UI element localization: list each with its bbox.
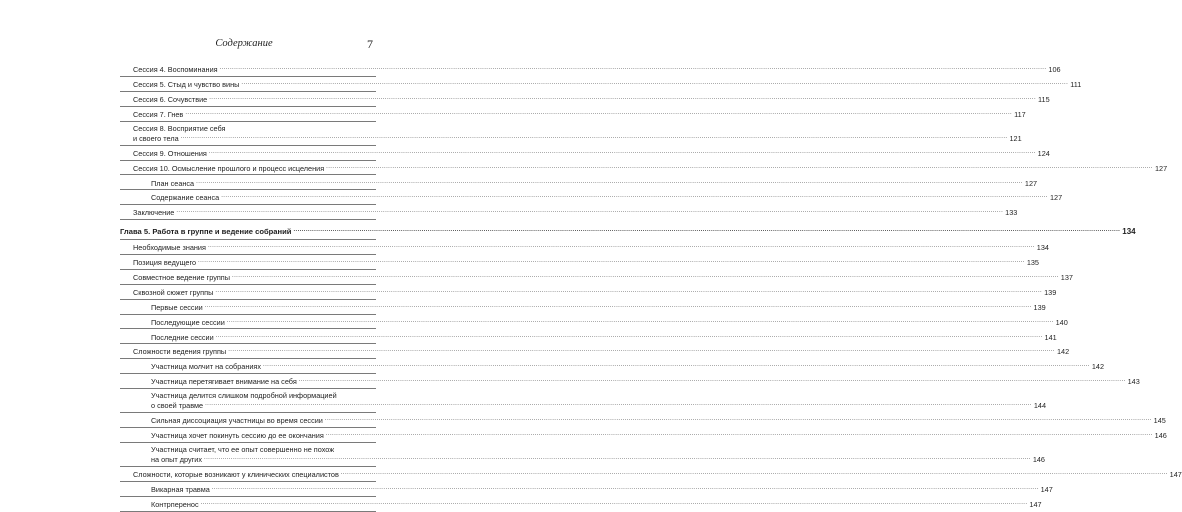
toc-entry-line xyxy=(133,124,376,133)
toc-entry xyxy=(120,300,1046,315)
toc-entry-title: Участница делится слишком подробной информацией xyxy=(151,391,337,401)
toc-leader-dots: ................................................................................................................................................................................................................................................................................................................................................................................................................ xyxy=(185,109,1013,116)
toc-leader-dots: ................................................................................................................................................................................................................................................................................................................................................................................................................ xyxy=(232,272,1059,279)
toc-entry xyxy=(120,428,1167,443)
toc-entry xyxy=(120,122,1022,146)
toc-entry-title: Участница перетягивает внимание на себя xyxy=(151,377,297,387)
toc-entry xyxy=(120,62,1061,77)
toc-entry xyxy=(120,443,1045,467)
toc-entry xyxy=(120,467,1182,482)
toc-entry-title: Викарная травма xyxy=(151,484,210,494)
toc-entry-title: План сеанса xyxy=(151,178,195,188)
toc-entry-line xyxy=(133,207,1018,218)
toc-entry xyxy=(120,190,1063,205)
toc-entry-title: Последующие сессии xyxy=(151,317,225,327)
toc-entry-line xyxy=(120,226,1136,236)
toc-page-number: 117 xyxy=(1014,109,1026,119)
toc-entry-title: Позиция ведущего xyxy=(133,258,197,268)
toc-entry-line xyxy=(151,499,1042,509)
toc-entry-line xyxy=(151,302,1046,312)
toc-entry-title: Сессия 8. Восприятие себя xyxy=(133,123,226,133)
toc-entry-line xyxy=(151,391,376,400)
toc-entry xyxy=(120,161,1168,176)
toc-page-number: 143 xyxy=(1127,377,1140,387)
toc-page-number: 140 xyxy=(1055,317,1068,327)
toc-entry xyxy=(120,344,1070,359)
toc-page-number: 142 xyxy=(1091,362,1105,372)
toc-leader-dots: ................................................................................................................................................................................................................................................................................................................................................................................................................ xyxy=(198,258,1025,265)
toc-entry xyxy=(120,175,1038,190)
toc-entry-line xyxy=(151,361,1105,372)
toc-page-number: 146 xyxy=(1032,455,1045,465)
toc-entry-line xyxy=(151,332,1057,342)
toc-leader-dots: ................................................................................................................................................................................................................................................................................................................................................................................................................ xyxy=(340,470,1168,477)
toc-entry xyxy=(120,482,1053,497)
toc-leader-dots: ................................................................................................................................................................................................................................................................................................................................................................................................................ xyxy=(325,431,1153,438)
toc-leader-dots: ................................................................................................................................................................................................................................................................................................................................................................................................................ xyxy=(228,347,1055,354)
toc-entry-title: Сессия 6. Сочувствие xyxy=(133,94,208,104)
toc-entry-line xyxy=(151,484,1053,494)
toc-entry xyxy=(120,329,1057,344)
toc-entry-title: Глава 5. Работа в группе и ведение собраний xyxy=(120,226,292,236)
toc-entry xyxy=(120,77,1082,92)
toc-entry-line xyxy=(133,64,1061,75)
toc-page-number: 139 xyxy=(1033,302,1046,312)
toc-leader-dots: ................................................................................................................................................................................................................................................................................................................................................................................................................ xyxy=(204,455,1031,462)
toc-entry xyxy=(120,255,1039,270)
toc-leader-dots: ................................................................................................................................................................................................................................................................................................................................................................................................................ xyxy=(226,317,1054,324)
toc-page-number: 145 xyxy=(1153,416,1166,426)
toc-entry xyxy=(120,92,1050,107)
toc-page-number: 121 xyxy=(1009,133,1022,143)
toc-page-number: 134 xyxy=(1036,243,1049,253)
toc-page-number: 106 xyxy=(1048,65,1061,75)
toc-entry-line xyxy=(133,148,1050,158)
toc-page-number: 139 xyxy=(1044,287,1057,297)
toc-entry-title: о своей травме xyxy=(151,401,204,411)
toc-leader-dots: ................................................................................................................................................................................................................................................................................................................................................................................................................ xyxy=(204,302,1032,309)
toc-entry-line xyxy=(133,242,1049,253)
toc-leader-dots: ................................................................................................................................................................................................................................................................................................................................................................................................................ xyxy=(263,362,1090,369)
toc-entry-line xyxy=(133,287,1057,297)
toc-entry xyxy=(120,497,1042,512)
toc-entry-title: Сессия 7. Гнев xyxy=(133,109,184,119)
page-number: 7 xyxy=(367,37,373,51)
toc-entry-title: Участница считает, что ее опыт совершенно не похож xyxy=(151,444,335,454)
toc-page-number: 133 xyxy=(1005,208,1018,218)
toc-entry-line xyxy=(133,109,1026,119)
toc-page-number: 127 xyxy=(1154,163,1168,173)
toc-entry-line xyxy=(151,415,1166,426)
toc-entry-line xyxy=(133,469,1182,480)
toc-page-number: 111 xyxy=(1070,79,1082,89)
toc-entry-line xyxy=(151,317,1068,327)
toc-page-number: 144 xyxy=(1033,401,1047,411)
toc-entry-line xyxy=(151,400,1047,411)
toc-entry xyxy=(120,413,1166,428)
toc-entry-title: Сквозной сюжет группы xyxy=(133,287,214,297)
toc-leader-dots: ................................................................................................................................................................................................................................................................................................................................................................................................................ xyxy=(180,133,1008,140)
toc-entry-title: Сильная диссоциация участницы во время сессии xyxy=(151,416,323,426)
toc-entry-line xyxy=(151,178,1038,188)
toc-entry-title: на опыт других xyxy=(151,455,203,465)
toc-entry-title: Контрперенос xyxy=(151,499,199,509)
toc-entry-line xyxy=(133,346,1070,357)
toc-leader-dots: ................................................................................................................................................................................................................................................................................................................................................................................................................ xyxy=(176,208,1004,215)
toc-page-number: 142 xyxy=(1056,347,1070,357)
toc-page-number: 137 xyxy=(1060,272,1073,282)
toc-leader-dots: ................................................................................................................................................................................................................................................................................................................................................................................................................ xyxy=(298,377,1126,384)
toc-entry xyxy=(120,270,1073,285)
toc-entry xyxy=(120,146,1050,161)
toc-leader-dots: ................................................................................................................................................................................................................................................................................................................................................................................................................ xyxy=(196,178,1023,185)
toc-page-number: 127 xyxy=(1024,178,1038,188)
toc-page-number: 141 xyxy=(1044,332,1057,342)
toc-leader-dots: ................................................................................................................................................................................................................................................................................................................................................................................................................ xyxy=(215,287,1043,294)
toc-entry-title: Сессия 10. Осмысление прошлого и процесс исцеления xyxy=(133,163,325,173)
toc-page-number: 147 xyxy=(1169,470,1182,480)
toc-leader-dots: ................................................................................................................................................................................................................................................................................................................................................................................................................ xyxy=(324,416,1152,423)
toc-leader-dots: ................................................................................................................................................................................................................................................................................................................................................................................................................ xyxy=(241,79,1069,86)
toc-entry xyxy=(120,205,1018,220)
toc-leader-dots: ................................................................................................................................................................................................................................................................................................................................................................................................................ xyxy=(326,163,1153,170)
toc-entry-title: Необходимые знания xyxy=(133,243,206,253)
toc-entry-title: Участница хочет покинуть сессию до ее окончания xyxy=(151,431,324,441)
toc-entry-title: Содержание сеанса xyxy=(151,193,220,203)
toc-entry-line xyxy=(133,163,1168,173)
table-of-contents xyxy=(120,62,1182,512)
toc-entry-line xyxy=(133,133,1022,143)
toc-entry-title: Заключение xyxy=(133,208,175,218)
toc-entry-title: и своего тела xyxy=(133,133,179,143)
toc-entry-line xyxy=(133,257,1039,268)
toc-entry-line xyxy=(151,430,1167,441)
toc-entry-title: Первые сессии xyxy=(151,302,203,312)
toc-page-number: 124 xyxy=(1037,148,1050,158)
toc-entry xyxy=(120,285,1057,300)
toc-entry-title: Сессия 4. Воспоминания xyxy=(133,65,218,75)
toc-entry-title: Сложности ведения группы xyxy=(133,347,227,357)
toc-entry-title: Сессия 5. Стыд и чувство вины xyxy=(133,79,240,89)
toc-entry-line xyxy=(133,94,1050,104)
toc-entry-line xyxy=(151,376,1140,387)
toc-entry-line xyxy=(133,79,1082,89)
toc-page-number: 115 xyxy=(1038,94,1050,104)
toc-chapter-entry xyxy=(120,220,1136,240)
toc-leader-dots: ................................................................................................................................................................................................................................................................................................................................................................................................................ xyxy=(205,401,1032,408)
toc-page-number: 147 xyxy=(1029,499,1042,509)
toc-leader-dots: ................................................................................................................................................................................................................................................................................................................................................................................................................ xyxy=(219,65,1047,72)
toc-entry-title: Сложности, которые возникают у клинических специалистов xyxy=(133,470,339,480)
toc-entry-title: Совместное ведение группы xyxy=(133,272,230,282)
toc-leader-dots: ................................................................................................................................................................................................................................................................................................................................................................................................................ xyxy=(215,332,1043,339)
toc-entry xyxy=(120,240,1049,255)
toc-entry-line xyxy=(151,454,1045,465)
toc-leader-dots: ................................................................................................................................................................................................................................................................................................................................................................................................................ xyxy=(221,193,1048,200)
toc-entry xyxy=(120,315,1068,330)
toc-entry xyxy=(120,359,1105,374)
toc-page-number: 134 xyxy=(1122,226,1136,236)
toc-entry xyxy=(120,107,1026,122)
toc-leader-dots: ................................................................................................................................................................................................................................................................................................................................................................................................................ xyxy=(200,499,1028,506)
toc-page-number: 147 xyxy=(1040,484,1053,494)
toc-page-number: 146 xyxy=(1154,431,1167,441)
toc-leader-dots: ................................................................................................................................................................................................................................................................................................................................................................................................................ xyxy=(209,94,1037,101)
toc-entry-title: Сессия 9. Отношения xyxy=(133,148,207,158)
toc-entry-title: Участница молчит на собраниях xyxy=(151,362,262,372)
toc-entry-line xyxy=(151,445,376,454)
toc-entry-line xyxy=(151,192,1063,203)
toc-leader-dots: ................................................................................................................................................................................................................................................................................................................................................................................................................ xyxy=(211,484,1039,491)
running-title: Содержание xyxy=(215,38,273,49)
toc-page-number: 135 xyxy=(1026,258,1039,268)
toc-entry xyxy=(120,374,1140,389)
toc-entry xyxy=(120,389,1047,413)
toc-entry-line xyxy=(133,272,1073,282)
toc-leader-dots: ................................................................................................................................................................................................................................................................................................................................................................................................................ xyxy=(207,243,1035,250)
toc-entry-title: Последние сессии xyxy=(151,332,214,342)
toc-leader-dots: ................................................................................................................................................................................................................................................................................................................................................................................................................ xyxy=(293,226,1121,233)
toc-page-number: 127 xyxy=(1049,193,1063,203)
toc-leader-dots: ................................................................................................................................................................................................................................................................................................................................................................................................................ xyxy=(208,148,1036,155)
